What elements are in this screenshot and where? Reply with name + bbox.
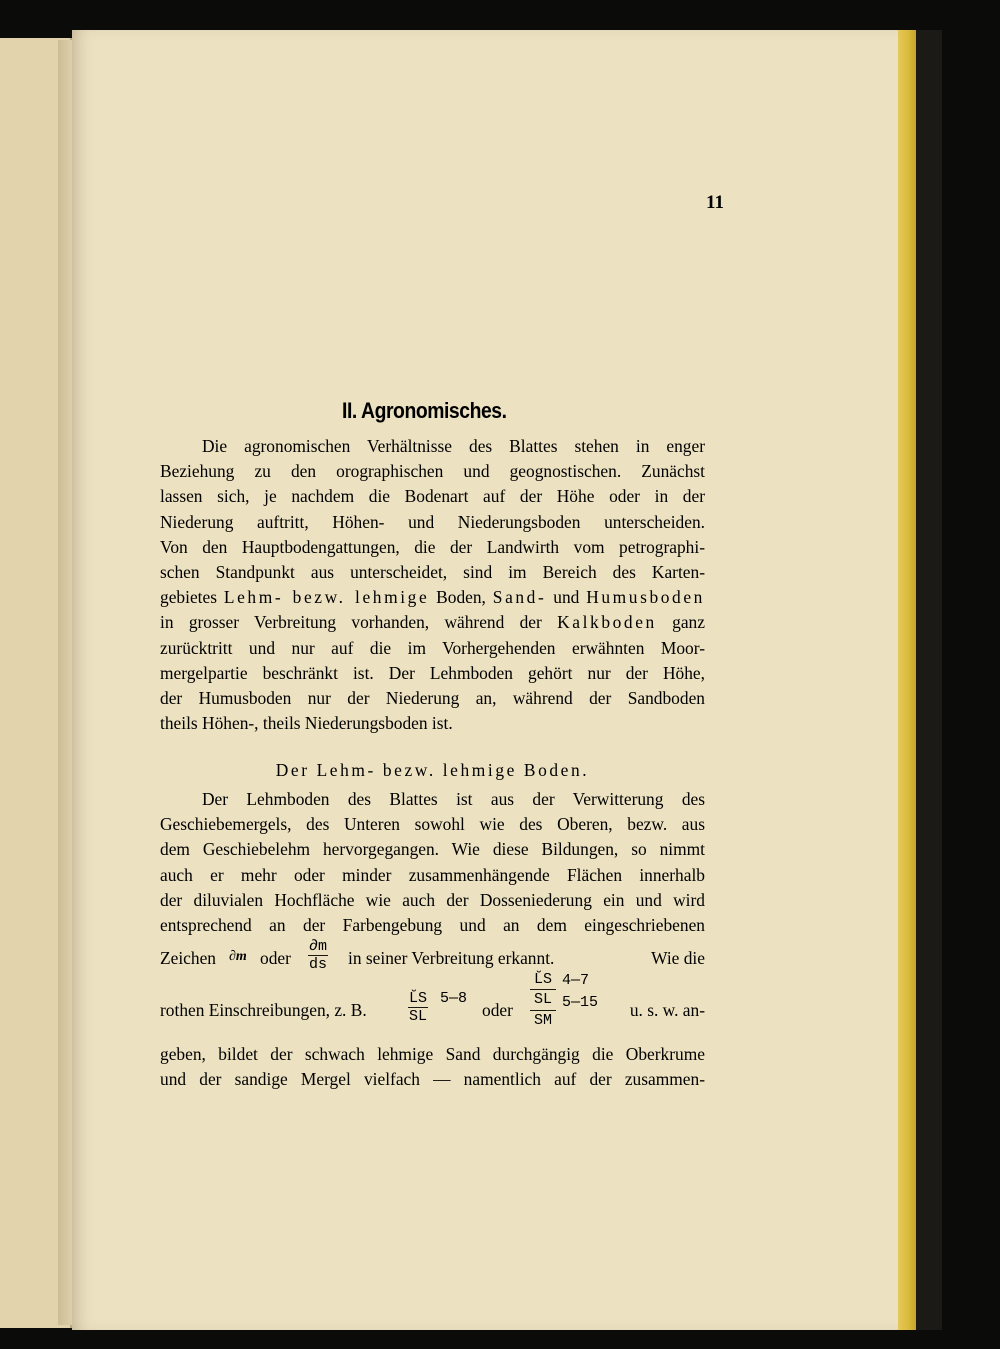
text-line: Von den Hauptbodengattungen, die der Landwirth vom petrographi- <box>160 536 705 557</box>
text-line: auch er mehr oder minder zusammenhängende Flächen innerhalb <box>160 864 705 885</box>
text-line: geben, bildet der schwach lehmige Sand durchgängig die Oberkrume <box>160 1044 705 1064</box>
paragraph-intro <box>160 434 705 736</box>
page-content <box>72 30 904 1330</box>
text-line: in grosser Verbreitung vorhanden, während der Kalkboden ganz <box>160 612 705 633</box>
text-line: lassen sich, je nachdem die Bodenart auf der Höhe oder in der <box>160 486 705 507</box>
text-line: Geschiebemergels, des Unteren sowohl wie des Oberen, bezw. aus <box>160 814 705 835</box>
book-binding <box>916 30 942 1330</box>
text-line: der Humusboden nur der Niederung an, während der Sandboden <box>160 688 705 709</box>
text-line: theils Höhen-, theils Niederungsboden ist. <box>160 713 453 734</box>
text-line: zurücktritt und nur auf die im Vorhergehenden erwähnten Moor- <box>160 637 705 658</box>
text-line: Der Lehmboden des Blattes ist aus der Verwitterung des <box>202 789 705 809</box>
zeichen-line: Zeichen ∂m oder $\frac{\partial m}{ds}$ in seiner Verbreitung erkannt. Wie die <box>160 938 705 973</box>
text-line: mergelpartie beschränkt ist. Der Lehmboden gehört nur der Höhe, <box>160 662 705 683</box>
text-line: und der sandige Mergel vielfach — namentlich auf der zusammen- <box>160 1069 705 1090</box>
text-line: Niederung auftritt, Höhen- und Niederungsboden unterscheiden. <box>160 511 705 532</box>
section-heading: II. Agronomisches. <box>342 398 507 423</box>
paragraph-continuation <box>160 1042 705 1092</box>
text-line: Die agronomischen Verhältnisse des Blattes stehen in enger <box>202 436 705 456</box>
text-line: entsprechend an der Farbengebung und an dem eingeschriebenen <box>160 915 705 936</box>
fraction-ls-sl: $\frac{L̆S}{SL}$ <box>409 990 428 1025</box>
paragraph-lehmboden <box>160 787 705 938</box>
fraction-dm-ds: $\frac{\partial m}{ds}$ <box>309 938 328 973</box>
page-number: 11 <box>706 192 724 213</box>
text-line: Beziehung zu den orographischen und geognostischen. Zunächst <box>160 461 705 482</box>
stacked-fraction: L̆S SL SM <box>530 970 556 1031</box>
text-line: der diluvialen Hochfläche wie auch der Dosseniederung ein und wird <box>160 889 705 910</box>
subsection-heading: Der Lehm- bezw. lehmige Boden. <box>275 760 590 780</box>
symbol-dm: ∂m <box>229 949 247 964</box>
text-line: schen Standpunkt aus unterscheidet, sind im Bereich des Karten- <box>160 562 705 583</box>
text-line: gebietes Lehm- bezw. lehmige Boden, Sand- und Humusboden <box>160 587 705 608</box>
text-line: dem Geschiebelehm hervorgegangen. Wie diese Bildungen, so nimmt <box>160 839 705 860</box>
einschreibungen-line: rothen Einschreibungen, z. B. $\frac{L̆S}{SL}$ 5—8 oder L̆S SL SM 4—7 5—15 u. s. w. an- <box>160 971 705 1029</box>
